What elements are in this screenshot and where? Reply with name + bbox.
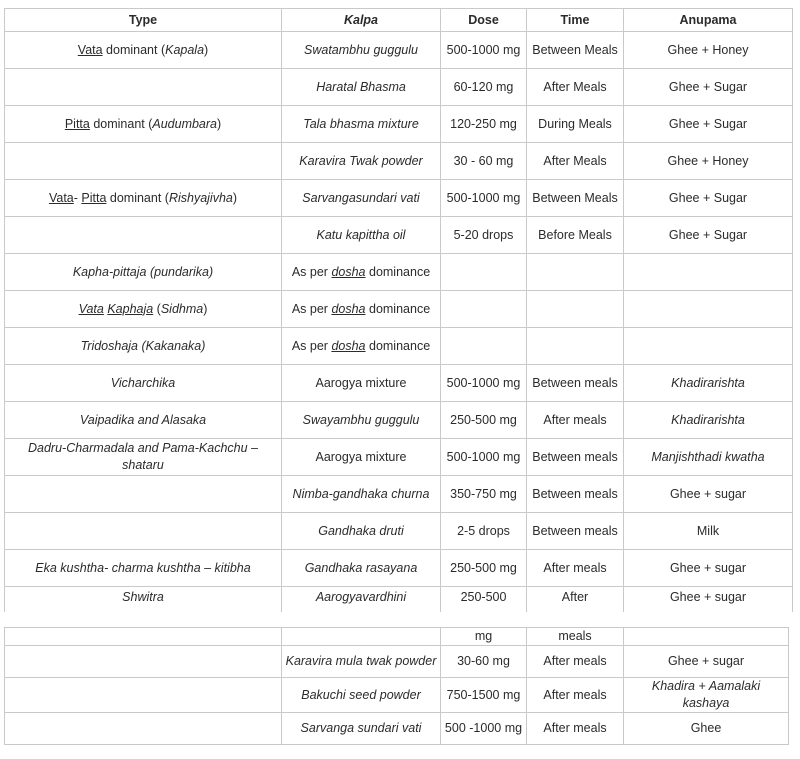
type-cell: Vicharchika xyxy=(5,365,282,402)
kalpa-cell: Karavira mula twak powder xyxy=(282,646,441,678)
anupama-cell: Ghee + sugar xyxy=(624,550,793,587)
table-row xyxy=(5,180,793,217)
table-row xyxy=(5,513,793,550)
type-cell: Kapha-pittaja (pundarika) xyxy=(5,254,282,291)
dose-cell: 250-500 mg xyxy=(441,550,527,587)
anupama-cell: Khadirarishta xyxy=(624,402,793,439)
dose-cell: 500-1000 mg xyxy=(441,32,527,69)
time-cell: Between meals xyxy=(527,365,624,402)
type-cell xyxy=(5,476,282,513)
time-cell: Between Meals xyxy=(527,180,624,217)
header-row xyxy=(5,9,793,32)
continuation-row xyxy=(5,628,789,646)
type-cell: Vata- Pitta dominant (Rishyajivha) xyxy=(5,180,282,217)
dose-cell: 250-500 xyxy=(441,587,527,626)
anupama-cell: Ghee + Sugar xyxy=(624,217,793,254)
type-cell xyxy=(5,628,282,646)
type-cell xyxy=(5,69,282,106)
dose-cell: 500 -1000 mg xyxy=(441,713,527,745)
table-row xyxy=(5,365,793,402)
header-type: Type xyxy=(5,9,282,32)
dose-cell: 30-60 mg xyxy=(441,646,527,678)
time-cell: After Meals xyxy=(527,143,624,180)
table-row xyxy=(5,217,793,254)
table-row xyxy=(5,106,793,143)
table-row xyxy=(5,143,793,180)
kalpa-cell: Aarogyavardhini xyxy=(282,587,441,626)
kalpa-cell: Sarvanga sundari vati xyxy=(282,713,441,745)
time-cell: After meals xyxy=(527,713,624,745)
kalpa-cell: As per dosha dominance xyxy=(282,291,441,328)
type-cell: Vata Kaphaja (Sidhma) xyxy=(5,291,282,328)
kalpa-cell: Bakuchi seed powder xyxy=(282,678,441,713)
dose-cell: 350-750 mg xyxy=(441,476,527,513)
kalpa-cell: Katu kapittha oil xyxy=(282,217,441,254)
herbal-table xyxy=(4,8,793,626)
anupama-cell: Ghee + Sugar xyxy=(624,69,793,106)
table-row xyxy=(5,476,793,513)
time-cell: After meals xyxy=(527,646,624,678)
time-cell xyxy=(527,291,624,328)
time-cell: During Meals xyxy=(527,106,624,143)
table-row xyxy=(5,32,793,69)
table-row xyxy=(5,69,793,106)
table-row xyxy=(5,254,793,291)
dose-cell: mg xyxy=(441,628,527,646)
anupama-cell: Ghee + sugar xyxy=(624,476,793,513)
time-cell: Between meals xyxy=(527,439,624,476)
kalpa-cell: Aarogya mixture xyxy=(282,365,441,402)
dose-cell: 500-1000 mg xyxy=(441,439,527,476)
header-time: Time xyxy=(527,9,624,32)
dose-cell xyxy=(441,328,527,365)
type-cell: Shwitra xyxy=(5,587,282,626)
type-cell xyxy=(5,217,282,254)
time-cell: After meals xyxy=(527,550,624,587)
anupama-cell: Khadira + Aamalaki kashaya xyxy=(624,678,789,713)
kalpa-cell: Swayambhu guggulu xyxy=(282,402,441,439)
type-cell xyxy=(5,713,282,745)
type-cell xyxy=(5,678,282,713)
dose-cell xyxy=(441,291,527,328)
table-row xyxy=(5,713,789,745)
anupama-cell: Ghee + sugar xyxy=(624,587,793,626)
kalpa-cell: Haratal Bhasma xyxy=(282,69,441,106)
dose-cell: 500-1000 mg xyxy=(441,180,527,217)
header-anupama: Anupama xyxy=(624,9,793,32)
type-cell: Tridoshaja (Kakanaka) xyxy=(5,328,282,365)
type-cell: Vata dominant (Kapala) xyxy=(5,32,282,69)
page-break xyxy=(0,612,800,627)
dose-cell xyxy=(441,254,527,291)
type-cell xyxy=(5,513,282,550)
anupama-cell: Milk xyxy=(624,513,793,550)
anupama-cell xyxy=(624,291,793,328)
type-cell xyxy=(5,646,282,678)
table-row xyxy=(5,402,793,439)
table-row xyxy=(5,439,793,476)
time-cell xyxy=(527,254,624,291)
kalpa-cell: Sarvangasundari vati xyxy=(282,180,441,217)
time-cell xyxy=(527,328,624,365)
kalpa-cell: Swatambhu guggulu xyxy=(282,32,441,69)
time-cell: Between meals xyxy=(527,476,624,513)
header-kalpa: Kalpa xyxy=(282,9,441,32)
kalpa-cell: Tala bhasma mixture xyxy=(282,106,441,143)
table-row xyxy=(5,328,793,365)
table-row xyxy=(5,291,793,328)
dose-cell: 2-5 drops xyxy=(441,513,527,550)
kalpa-cell xyxy=(282,628,441,646)
anupama-cell: Ghee + sugar xyxy=(624,646,789,678)
type-cell: Vaipadika and Alasaka xyxy=(5,402,282,439)
type-cell: Dadru-Charmadala and Pama-Kachchu –shataru xyxy=(5,439,282,476)
kalpa-cell: Nimba-gandhaka churna xyxy=(282,476,441,513)
kalpa-cell: Aarogya mixture xyxy=(282,439,441,476)
time-cell: After meals xyxy=(527,678,624,713)
time-cell: meals xyxy=(527,628,624,646)
time-cell: Before Meals xyxy=(527,217,624,254)
kalpa-cell: Gandhaka druti xyxy=(282,513,441,550)
dose-cell: 5-20 drops xyxy=(441,217,527,254)
herbal-table-continued xyxy=(4,627,789,745)
kalpa-cell: As per dosha dominance xyxy=(282,328,441,365)
anupama-cell: Ghee + Sugar xyxy=(624,180,793,217)
anupama-cell: Ghee + Honey xyxy=(624,143,793,180)
table-row xyxy=(5,550,793,587)
kalpa-cell: Karavira Twak powder xyxy=(282,143,441,180)
time-cell: After Meals xyxy=(527,69,624,106)
dose-cell: 60-120 mg xyxy=(441,69,527,106)
anupama-cell xyxy=(624,254,793,291)
kalpa-cell: Gandhaka rasayana xyxy=(282,550,441,587)
time-cell: Between Meals xyxy=(527,32,624,69)
time-cell: After meals xyxy=(527,402,624,439)
dose-cell: 30 - 60 mg xyxy=(441,143,527,180)
anupama-cell: Manjishthadi kwatha xyxy=(624,439,793,476)
anupama-cell: Khadirarishta xyxy=(624,365,793,402)
type-cell: Eka kushtha- charma kushtha – kitibha xyxy=(5,550,282,587)
anupama-cell xyxy=(624,628,789,646)
table-row xyxy=(5,646,789,678)
anupama-cell: Ghee xyxy=(624,713,789,745)
anupama-cell xyxy=(624,328,793,365)
anupama-cell: Ghee + Sugar xyxy=(624,106,793,143)
type-cell xyxy=(5,143,282,180)
header-dose: Dose xyxy=(441,9,527,32)
anupama-cell: Ghee + Honey xyxy=(624,32,793,69)
time-cell: After xyxy=(527,587,624,626)
dose-cell: 250-500 mg xyxy=(441,402,527,439)
type-cell: Pitta dominant (Audumbara) xyxy=(5,106,282,143)
dose-cell: 500-1000 mg xyxy=(441,365,527,402)
dose-cell: 750-1500 mg xyxy=(441,678,527,713)
dose-cell: 120-250 mg xyxy=(441,106,527,143)
time-cell: Between meals xyxy=(527,513,624,550)
table-row xyxy=(5,678,789,713)
kalpa-cell: As per dosha dominance xyxy=(282,254,441,291)
